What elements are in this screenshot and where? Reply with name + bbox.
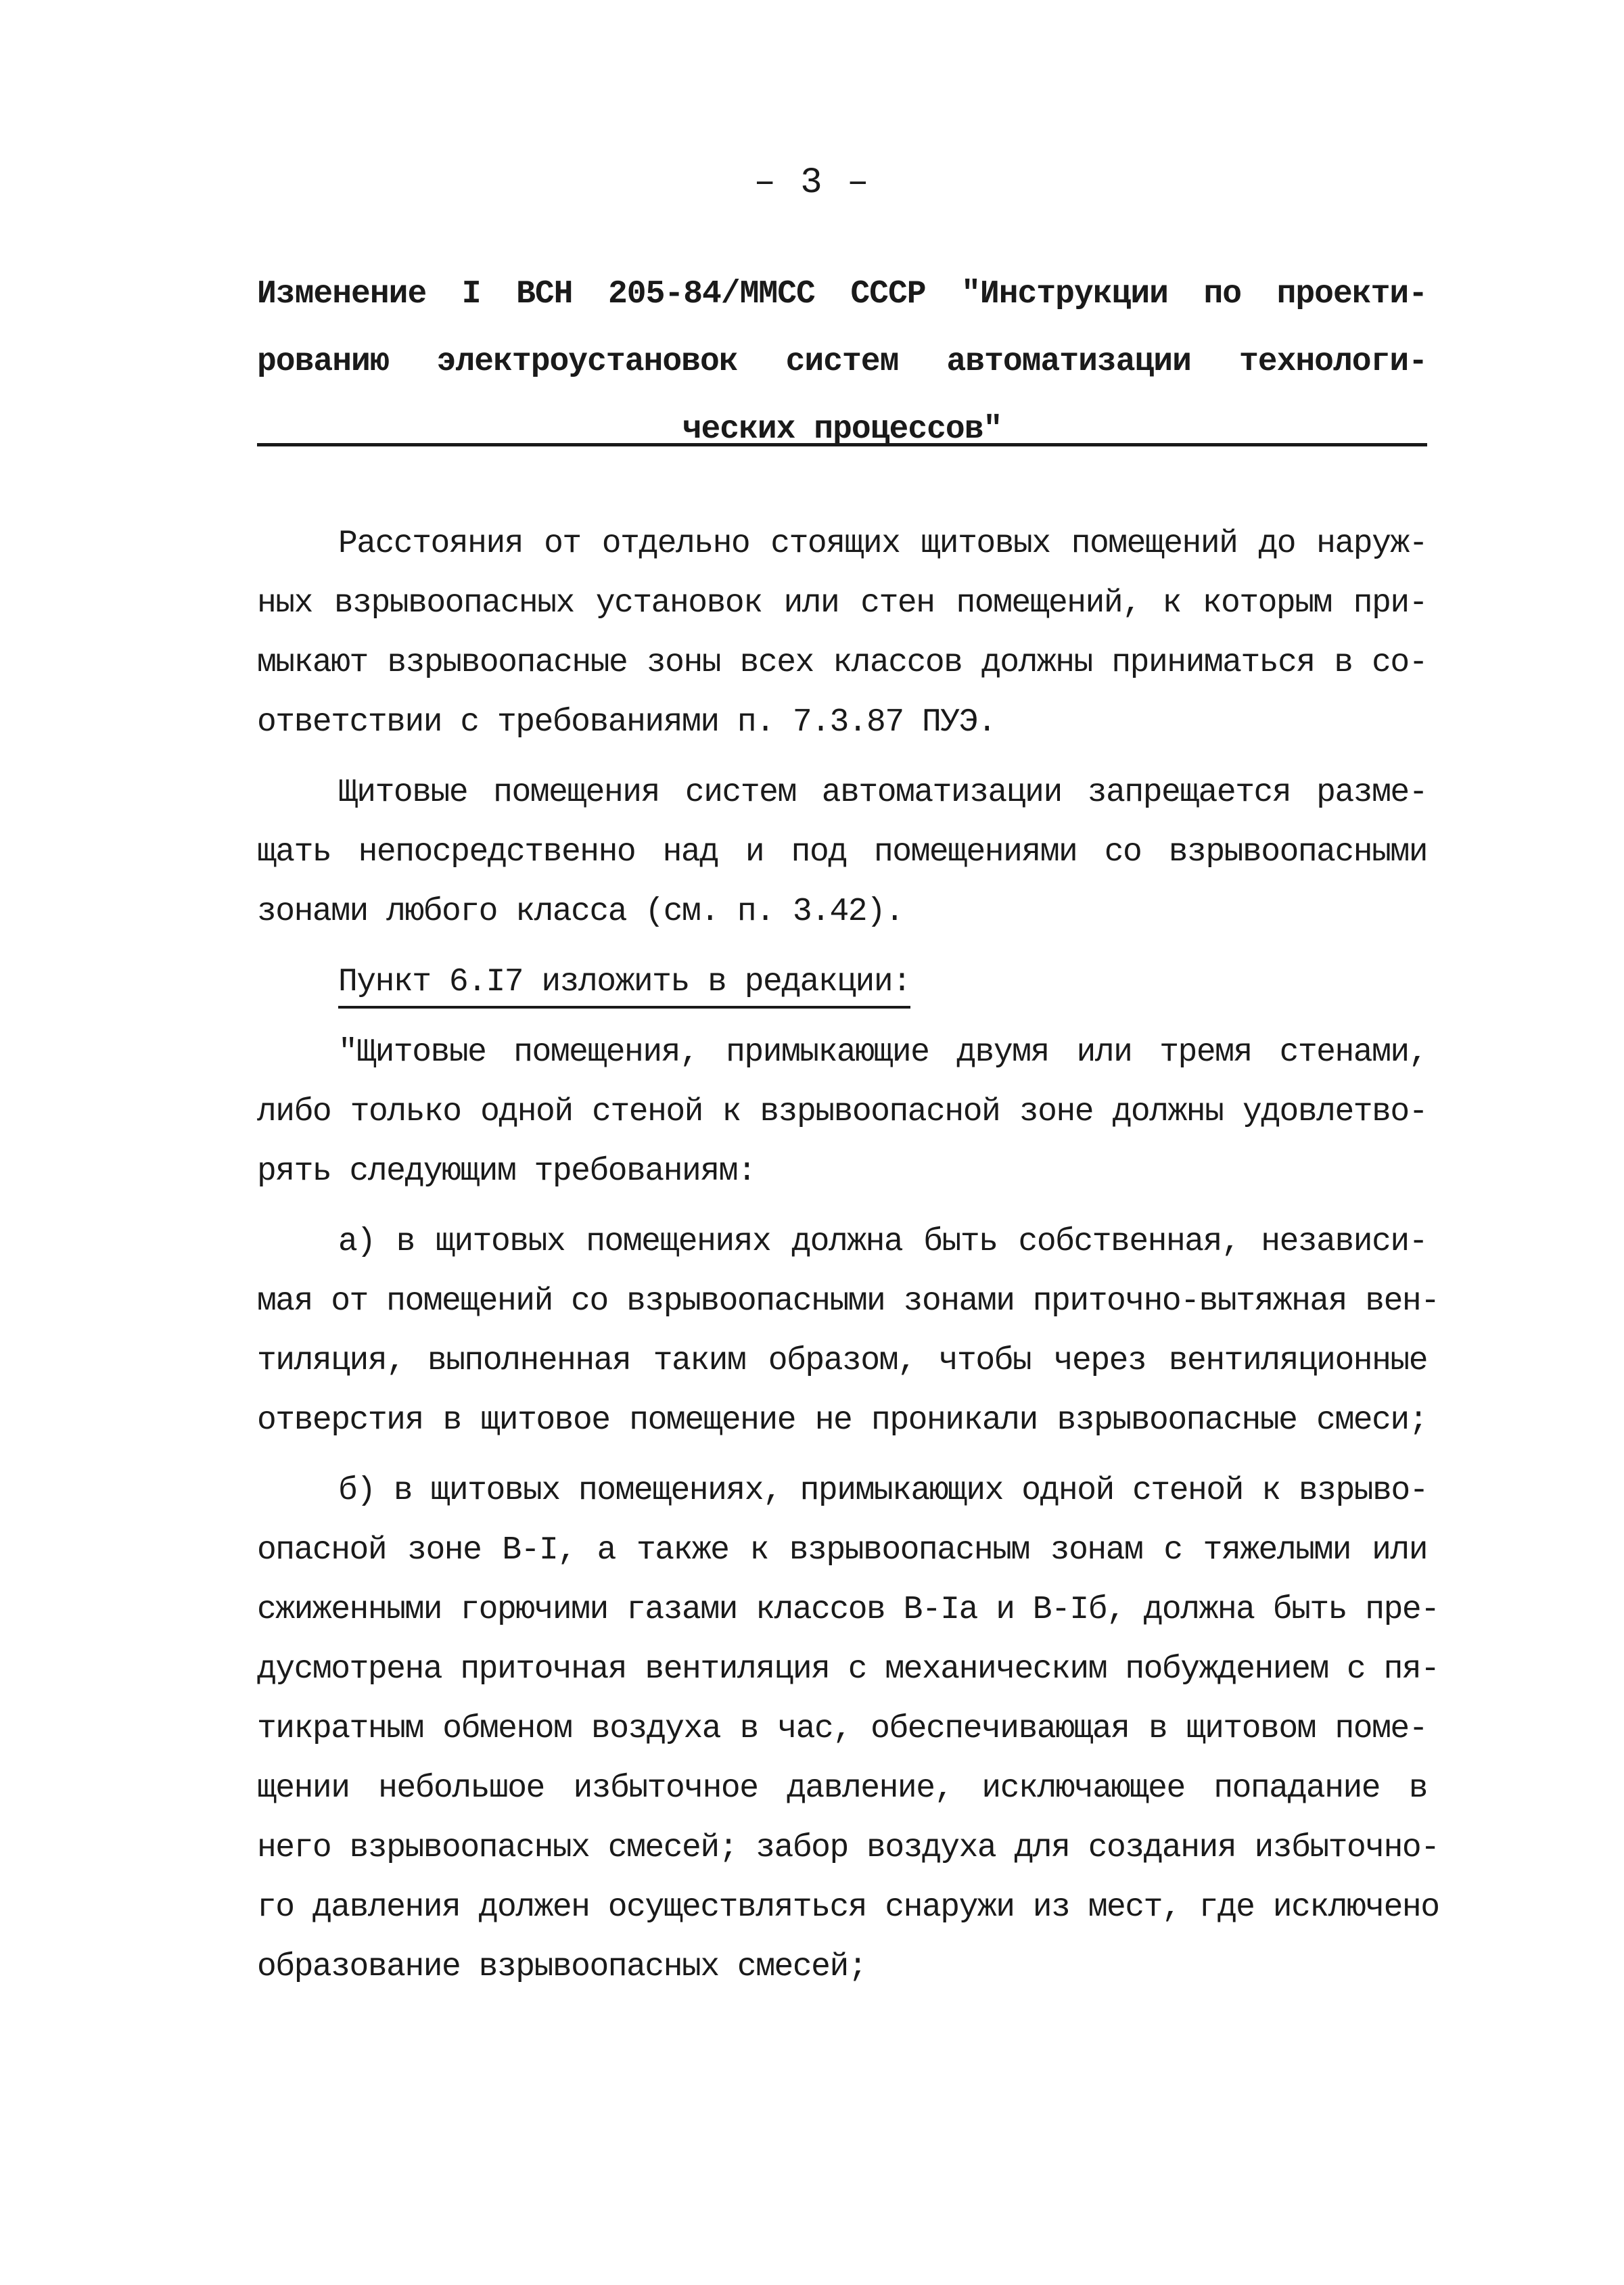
- heading-line-1: Изменение I ВСН 205-84/ММСС СССР "Инструкции по проекти-: [257, 276, 1427, 313]
- text-line: Щитовые помещения систем автоматизации запрещается разме-: [338, 775, 1427, 811]
- document-heading: [257, 260, 1427, 463]
- heading-underline-rule: [257, 443, 1427, 446]
- text-line: мыкают взрывоопасные зоны всех классов должны приниматься в со-: [257, 645, 1427, 681]
- text-line: дусмотрена приточная вентиляция с механическим побуждением с пя-: [257, 1651, 1439, 1688]
- text-line: него взрывоопасных смесей; забор воздуха для создания избыточно-: [257, 1830, 1439, 1866]
- text-line: сжиженными горючими газами классов В-Iа и В-Iб, должна быть пре-: [257, 1592, 1439, 1628]
- text-line: тиляция, выполненная таким образом, чтобы через вентиляционные: [257, 1343, 1427, 1379]
- text-line: тикратным обменом воздуха в час, обеспечивающая в щитовом поме-: [257, 1711, 1427, 1747]
- text-line: мая от помещений со взрывоопасными зонами приточно-вытяжная вен-: [257, 1283, 1439, 1320]
- clause-6-17-heading: Пункт 6.I7 изложить в редакции:: [338, 959, 910, 1009]
- text-line: отверстия в щитовое помещение не проникали взрывоопасные смеси;: [257, 1402, 1427, 1439]
- text-line: Расстояния от отдельно стоящих щитовых помещений до наруж-: [338, 526, 1427, 562]
- paragraph-requirements-intro: [257, 1023, 1427, 1201]
- text-line: го давления должен осуществляться снаружи из мест, где исключено: [257, 1889, 1439, 1926]
- text-line: ных взрывоопасных установок или стен помещений, к которым при-: [257, 585, 1427, 622]
- text-line: б) в щитовых помещениях, примыкающих одной стеной к взрыво-: [338, 1473, 1428, 1509]
- text-line: а) в щитовых помещениях должна быть собственная, независи-: [338, 1224, 1427, 1260]
- paragraph-placement-restriction: [257, 763, 1427, 942]
- page-number: – 3 –: [753, 162, 871, 204]
- text-line: либо только одной стеной к взрывоопасной зоне должны удовлетво-: [257, 1094, 1427, 1130]
- text-line: "Щитовые помещения, примыкающие двумя или тремя стенами,: [338, 1034, 1427, 1071]
- paragraph-item-a: [257, 1212, 1439, 1450]
- heading-line-3: ческих процессов": [682, 411, 1002, 448]
- text-line: зонами любого класса (см. п. 3.42).: [257, 894, 904, 930]
- text-line: щении небольшое избыточное давление, исключающее попадание в: [257, 1770, 1427, 1807]
- paragraph-item-b: [257, 1461, 1439, 1997]
- heading-line-2: рованию электроустановок систем автоматизации технологи-: [257, 344, 1427, 380]
- text-line: ответствии с требованиями п. 7.3.87 ПУЭ.: [257, 704, 996, 741]
- paragraph-distances: [257, 514, 1427, 752]
- document-body: [257, 514, 1439, 1997]
- text-line: опасной зоне В-I, а также к взрывоопасным зонам с тяжелыми или: [257, 1532, 1427, 1569]
- paragraph-clause-heading: [257, 952, 1427, 1012]
- text-line: [257, 952, 1427, 1012]
- text-line: рять следующим требованиям:: [257, 1153, 756, 1190]
- text-line: образование взрывоопасных смесей;: [257, 1949, 867, 1985]
- text-line: щать непосредственно над и под помещениями со взрывоопасными: [257, 834, 1427, 871]
